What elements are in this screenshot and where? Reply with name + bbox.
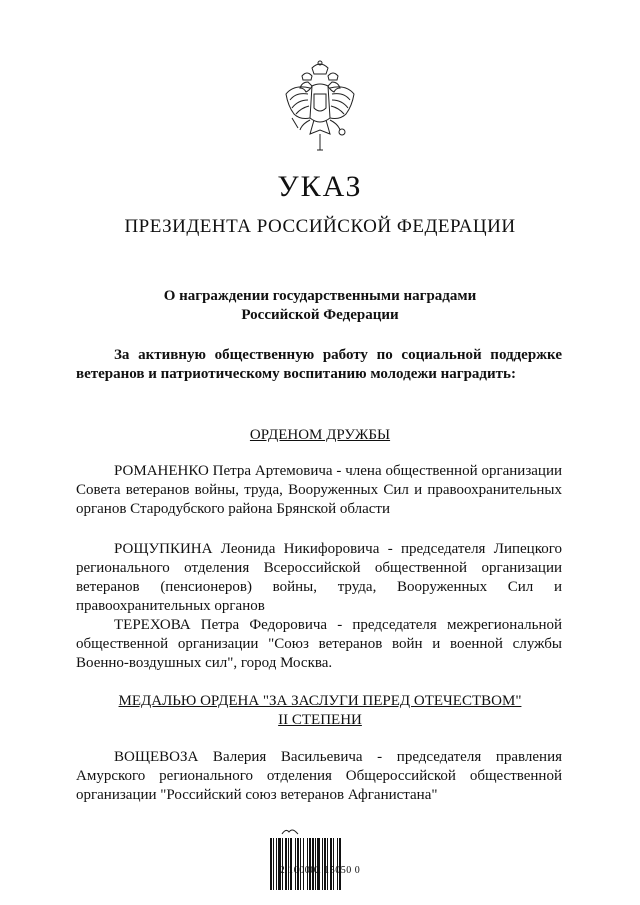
heading-line: О награждении государственными наградами	[163, 288, 477, 304]
recipient-text: ТЕРЕХОВА Петра Федоровича - председателя межрегиональной общественной организации "Союз ветеранов войн и военной службы Военно-воздушных сил", город Москва.	[76, 617, 562, 671]
recipient-entry	[76, 540, 562, 616]
barcode-number: 2 100002 15050 0	[279, 865, 361, 876]
award-heading	[0, 426, 640, 445]
russian-coat-of-arms-icon	[280, 58, 360, 156]
recipient-text: РОМАНЕНКО Петра Артемовича - члена общественной организации Совета ветеранов войны, труда, Вооруженных Сил и правоохранительных органов Стародубского района Брянской области	[76, 463, 562, 517]
decree-heading	[0, 287, 640, 325]
award-heading	[0, 692, 640, 730]
recipient-entry	[76, 616, 562, 673]
recipient-text: ВОЩЕВОЗА Валерия Васильевича - председателя правления Амурского регионального отделения Общероссийской общественной организации "Российский союз ветеранов Афганистана"	[76, 749, 562, 803]
recipient-text: РОЩУПКИНА Леонида Никифоровича - председателя Липецкого регионального отделения Всероссийской общественной организации ветеранов (пенсионеров) войны, труда, Вооруженных Сил и правоохранительных органов	[76, 541, 562, 614]
award-title: МЕДАЛЬЮ ОРДЕНА "ЗА ЗАСЛУГИ ПЕРЕД ОТЕЧЕСТВОМ"	[118, 693, 522, 709]
decree-preamble	[76, 346, 562, 384]
award-title: ОРДЕНОМ ДРУЖБЫ	[249, 427, 391, 443]
heading-line: Российской Федерации	[241, 307, 399, 323]
barcode-bars	[268, 838, 372, 890]
decree-title: УКАЗ	[277, 170, 363, 203]
decree-issuer: ПРЕЗИДЕНТА РОССИЙСКОЙ ФЕДЕРАЦИИ	[124, 216, 516, 237]
preamble-text: За активную общественную работу по социальной поддержке ветеранов и патриотическому воспитанию молодежи наградить:	[76, 347, 562, 382]
barcode-mark-icon	[280, 826, 300, 836]
recipient-entry	[76, 748, 562, 805]
award-title-degree: II СТЕПЕНИ	[278, 712, 362, 728]
recipient-entry	[76, 462, 562, 519]
